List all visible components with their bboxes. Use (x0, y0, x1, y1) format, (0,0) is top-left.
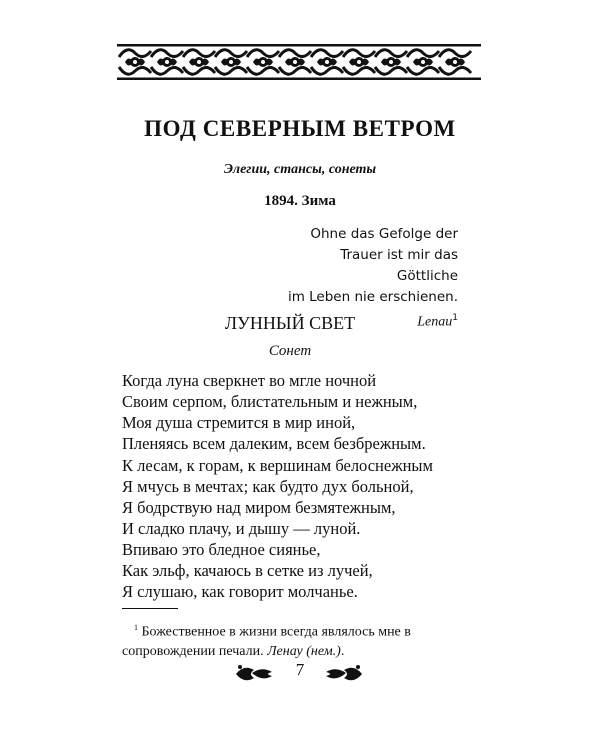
epigraph-line: im Leben nie erschienen. (287, 289, 458, 305)
footnote-mark: 1 (134, 623, 138, 632)
poem-line: Я мчусь в мечтах; как будто дух больной, (122, 477, 414, 496)
footnote-end: . (340, 643, 345, 659)
footnote-text: Божественное в жизни всегда являлось мне в (141, 624, 411, 640)
poem-line: Пленяясь всем далеким, всем безбрежным. (122, 434, 426, 453)
footnote-author: Ленау (267, 643, 303, 659)
poem-subtitle: Сонет (268, 343, 312, 359)
right-leaf-ornament-icon (324, 662, 364, 684)
footnote-lang: (нем.) (306, 643, 341, 659)
poem-line: Я слушаю, как говорит молчанье. (122, 582, 358, 601)
poem-line: Впиваю это бледное сиянье, (122, 540, 321, 559)
section-subtitle: Элегии, стансы, сонеты (223, 162, 377, 177)
poem-line: Когда луна сверкнет во мгле ночной (122, 371, 377, 390)
floral-ornament-band (117, 43, 481, 81)
epigraph-line: Ohne das Gefolge der (310, 226, 458, 242)
footnote-line (122, 642, 482, 661)
poem-line: Моя душа стремится в мир иной, (122, 413, 356, 432)
stanza-1 (122, 370, 502, 454)
poem-line: Я бодрствую над миром безмятежным, (122, 498, 396, 517)
epigraph-author-name: Lenau (417, 314, 453, 330)
footnote-ref: 1 (452, 313, 458, 323)
poem-line: Своим серпом, блистательным и нежным, (122, 392, 418, 411)
book-section-title: ПОД СЕВЕРНЫМ ВЕТРОМ (144, 116, 456, 141)
stanza-2 (122, 455, 502, 539)
poem-line: К лесам, к горам, к вершинам белоснежным (122, 456, 433, 475)
stanza-3 (122, 539, 502, 602)
poem-line: Как эльф, качаюсь в сетке из лучей, (122, 561, 373, 580)
epigraph-line: Trauer ist mir das Göttliche (340, 247, 458, 284)
poem-title: ЛУННЫЙ СВЕТ (224, 313, 356, 333)
footnote-text: сопровождении печали. (122, 643, 268, 659)
poem-line: И сладко плачу, и дышу — луной. (122, 519, 361, 538)
year-heading: 1894. Зима (264, 193, 336, 209)
footnote-line (122, 618, 482, 642)
page-number: 7 (295, 660, 305, 679)
footnote (122, 618, 482, 661)
footnote-divider (122, 608, 178, 609)
